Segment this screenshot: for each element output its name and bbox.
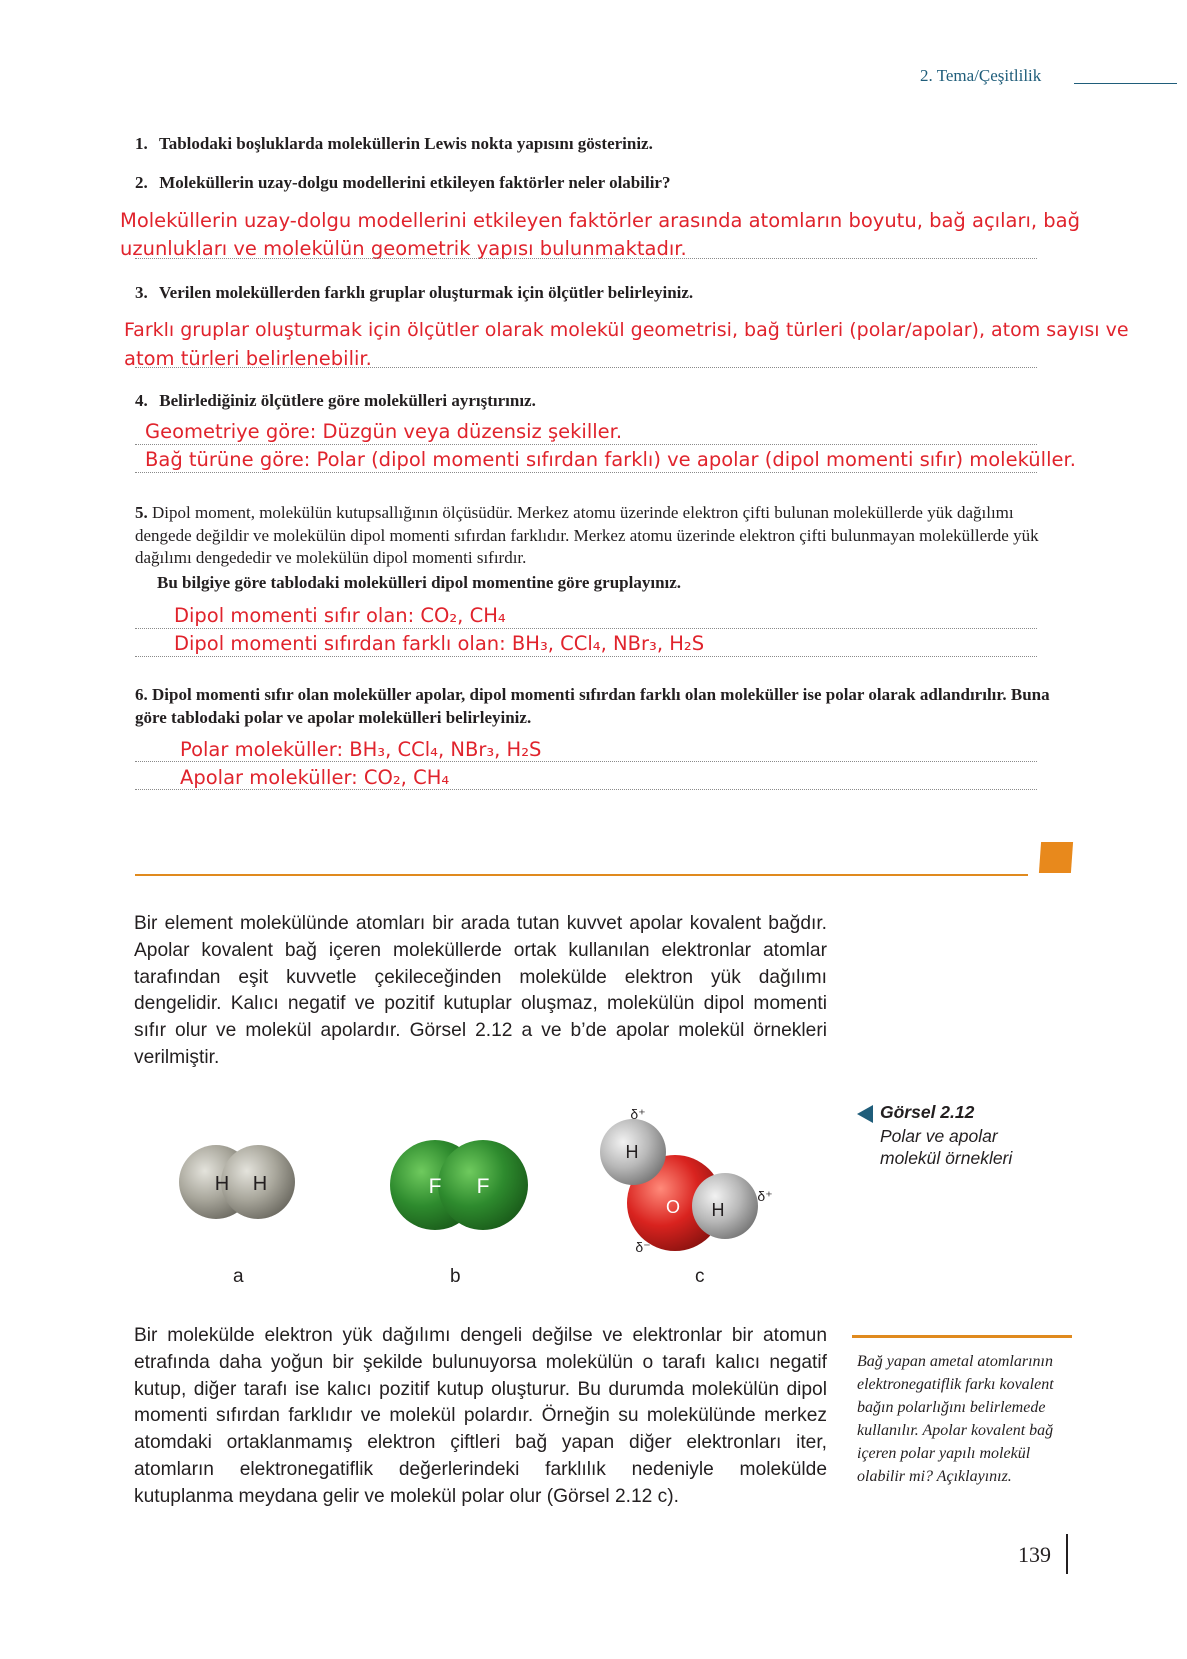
paragraph-polar: Bir molekülde elektron yük dağılımı dengeli değilse ve elektronlar bir atomun etrafında daha yoğun bir şekilde bulunuyorsa molekülün o tarafı kalıcı negatif kutup, diğer tarafı ise kalıcı pozitif kutup oluşturur. Bu durumda molekülün dipol momenti sıfırdan farklıdır ve molekül polardır. Örneğin su molekülünde merkez atomdaki ortaklanmamış elektron çiftleri bağ yapan diğer elektronları iter, atomların elektronegatiflik değerlerindeki farklılık nedeniyle molekülde kutuplanma meydana gelir ve molekül polar olur (Görsel 2.12 c). <box>134 1325 827 1507</box>
question-6 <box>135 683 1070 729</box>
h2-molecule <box>179 1145 295 1219</box>
question-text: Moleküllerin uzay-dolgu modellerini etkileyen faktörler neler olabilir? <box>159 173 671 192</box>
answer-6-line-1: Polar moleküller: BH₃, CCl₄, NBr₃, H₂S <box>180 738 542 761</box>
atom-label-h: H <box>711 1200 725 1220</box>
partial-negative-charge: δ⁻ <box>635 1239 651 1255</box>
page-number: 139 <box>1018 1542 1051 1567</box>
molecule-figure <box>170 1095 810 1295</box>
question-5 <box>135 502 1070 570</box>
section-marker <box>1039 842 1073 873</box>
question-text: Belirlediğiniz ölçütlere göre molekülleri ayrıştırınız. <box>159 391 536 410</box>
figure-label-a: a <box>233 1266 244 1287</box>
answer-line <box>135 761 1037 762</box>
question-text: Dipol momenti sıfır olan moleküller apolar, dipol momenti sıfırdan farklı olan moleküller ise polar olarak adlandırılır. Buna göre tablodaki polar ve apolar molekülleri belirleyiniz. <box>135 685 1050 727</box>
question-number: 3. <box>135 283 148 302</box>
question-1 <box>135 134 653 154</box>
answer-line <box>135 367 1037 368</box>
answer-4-line-2: Bağ türüne göre: Polar (dipol momenti sıfırdan farklı) ve apolar (dipol momenti sıfır) moleküller. <box>145 448 1076 471</box>
answer-6-line-2: Apolar moleküller: CO₂, CH₄ <box>180 766 450 789</box>
answer-4-line-1: Geometriye göre: Düzgün veya düzensiz şekiller. <box>145 420 623 443</box>
answer-3-line-1: Farklı gruplar oluşturmak için ölçütler olarak molekül geometrisi, bağ türleri (polar/apolar), atom sayısı ve <box>124 319 1129 341</box>
answer-line <box>135 789 1037 790</box>
partial-positive-charge: δ⁺ <box>757 1188 773 1204</box>
atom-label-f: F <box>476 1175 490 1198</box>
question-number: 4. <box>135 391 148 410</box>
f2-molecule <box>390 1140 528 1230</box>
section-divider <box>135 874 1028 876</box>
figure-label-b: b <box>450 1266 461 1287</box>
question-number: 6. <box>135 685 148 704</box>
answer-line <box>135 472 1037 473</box>
question-number: 5. <box>135 503 148 522</box>
answer-line <box>135 258 1037 259</box>
header-rule <box>1074 83 1177 84</box>
atom-label-o: O <box>665 1197 681 1217</box>
side-note-rule <box>852 1335 1072 1338</box>
side-note: Bağ yapan ametal atomlarının elektronegatiflik farkı kovalent bağın polarlığını belirlemede kullanılır. Apolar kovalent bağ içeren polar yapılı molekül olabilir mi? Açıklayınız. <box>857 1353 1054 1485</box>
atom-label-h: H <box>214 1173 230 1195</box>
question-2 <box>135 173 670 193</box>
figure-label-c: c <box>695 1266 705 1287</box>
question-3 <box>135 283 693 303</box>
partial-positive-charge: δ⁺ <box>630 1106 646 1122</box>
question-5-prompt: Bu bilgiye göre tablodaki molekülleri dipol momentine göre gruplayınız. <box>157 573 682 592</box>
question-text: Verilen moleküllerden farklı gruplar oluşturmak için ölçütler belirleyiniz. <box>158 283 694 302</box>
page-number-rule <box>1066 1534 1068 1574</box>
question-4 <box>135 391 536 411</box>
answer-5-line-2: Dipol momenti sıfırdan farklı olan: BH₃, CCl₄, NBr₃, H₂S <box>174 632 705 655</box>
hydrogen-atom <box>692 1173 758 1239</box>
chapter-header: 2. Tema/Çeşitlilik <box>920 66 1042 85</box>
atom-label-h: H <box>252 1173 268 1195</box>
answer-line <box>135 656 1037 657</box>
paragraph-apolar: Bir element molekülünde atomları bir arada tutan kuvvet apolar kovalent bağdır. Apolar kovalent bağ içeren moleküllerde ortak kullanılan elektronlar atomlar tarafından eşit kuvvetle çekileceğinden molekülde elektron yük dağılımı dengelidir. Kalıcı negatif ve pozitif kutuplar oluşmaz, molekülün dipol momenti sıfır olur ve molekül apolardır. Görsel 2.12 a ve b’de apolar molekül örnekleri verilmiştir. <box>134 913 827 1068</box>
atom-label-h: H <box>625 1142 639 1162</box>
figure-caption-title: Görsel 2.12 <box>880 1102 975 1122</box>
answer-2-line-1: Moleküllerin uzay-dolgu modellerini etkileyen faktörler arasında atomların boyutu, bağ açıları, bağ <box>120 209 1080 232</box>
question-number: 2. <box>135 173 148 192</box>
figure-caption-subtitle: Polar ve apolar molekül örnekleri <box>880 1126 1013 1168</box>
question-number: 1. <box>135 134 148 153</box>
caption-arrow-icon <box>857 1105 873 1123</box>
answer-5-line-1: Dipol momenti sıfır olan: CO₂, CH₄ <box>174 604 506 627</box>
answer-3-line-2: atom türleri belirlenebilir. <box>124 347 372 370</box>
atom-label-f: F <box>428 1175 442 1198</box>
h2o-molecule <box>600 1106 773 1255</box>
answer-2-line-2: uzunlukları ve molekülün geometrik yapısı bulunmaktadır. <box>120 237 687 260</box>
question-text: Tablodaki boşluklarda moleküllerin Lewis nokta yapısını gösteriniz. <box>158 134 653 153</box>
question-5-text: Dipol moment, molekülün kutupsallığının ölçüsüdür. Merkez atomu üzerinde elektron çifti bulunan moleküllerde yük dağılımı dengede değildir ve molekülün dipol momenti sıfırdan farklıdır. Merkez atomu üzerinde elektron çifti bulunmayan moleküllerde yük dağılımı dengededir ve molekülün dipol momenti sıfırdır. <box>135 503 1039 567</box>
